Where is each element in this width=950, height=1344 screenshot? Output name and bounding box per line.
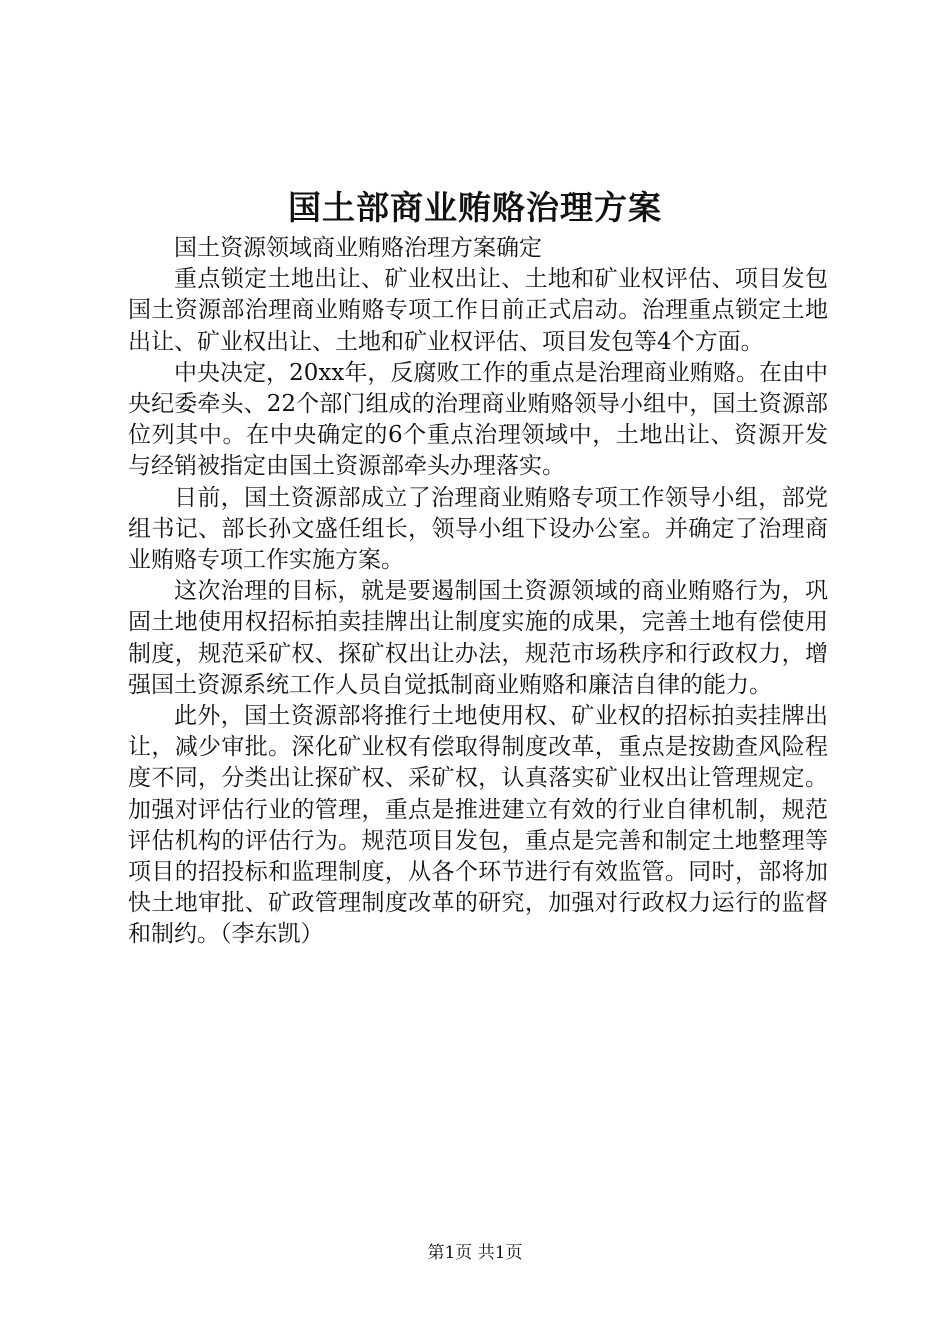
- page-number-footer: 第1页 共1页: [427, 1243, 523, 1263]
- paragraph-4: 这次治理的目标，就是要遏制国土资源领域的商业贿赂行为，巩固土地使用权招标拍卖挂牌出让制度实施的成果，完善土地有偿使用制度，规范采矿权、探矿权出让办法，规范市场秩序和行政权力，增强国土资源系统工作人员自觉抵制商业贿赂和廉洁自律的能力。: [128, 578, 828, 698]
- paragraph-1: 重点锁定土地出让、矿业权出让、土地和矿业权评估、项目发包国土资源部治理商业贿赂专项工作日前正式启动。治理重点锁定土地出让、矿业权出让、土地和矿业权评估、项目发包等4个方面。: [128, 266, 828, 355]
- document-title: 国土部商业贿赂治理方案: [288, 188, 662, 227]
- paragraph-3: 日前，国土资源部成立了治理商业贿赂专项工作领导小组，部党组书记、部长孙文盛任组长，领导小组下设办公室。并确定了治理商业贿赂专项工作实施方案。: [128, 484, 828, 574]
- document-body: [128, 233, 828, 951]
- paragraph-subtitle: 国土资源领域商业贿赂治理方案确定: [174, 235, 542, 261]
- paragraph-2: 中央决定，20xx年，反腐败工作的重点是治理商业贿赂。在由中央纪委牵头、22个部门组成的治理商业贿赂领导小组中，国土资源部位列其中。在中央确定的6个重点治理领域中，土地出让、资源开发与经销被指定由国土资源部牵头办理落实。: [128, 359, 828, 480]
- paragraph-5: 此外，国土资源部将推行土地使用权、矿业权的招标拍卖挂牌出让，减少审批。深化矿业权有偿取得制度改革，重点是按勘查风险程度不同，分类出让探矿权、采矿权，认真落实矿业权出让管理规定。加强对评估行业的管理，重点是推进建立有效的行业自律机制，规范评估机构的评估行为。规范项目发包，重点是完善和制定土地整理等项目的招投标和监理制度，从各个环节进行有效监管。同时，部将加快土地审批、矿政管理制度改革的研究，加强对行政权力运行的监督和制约。（李东凯）: [128, 703, 828, 948]
